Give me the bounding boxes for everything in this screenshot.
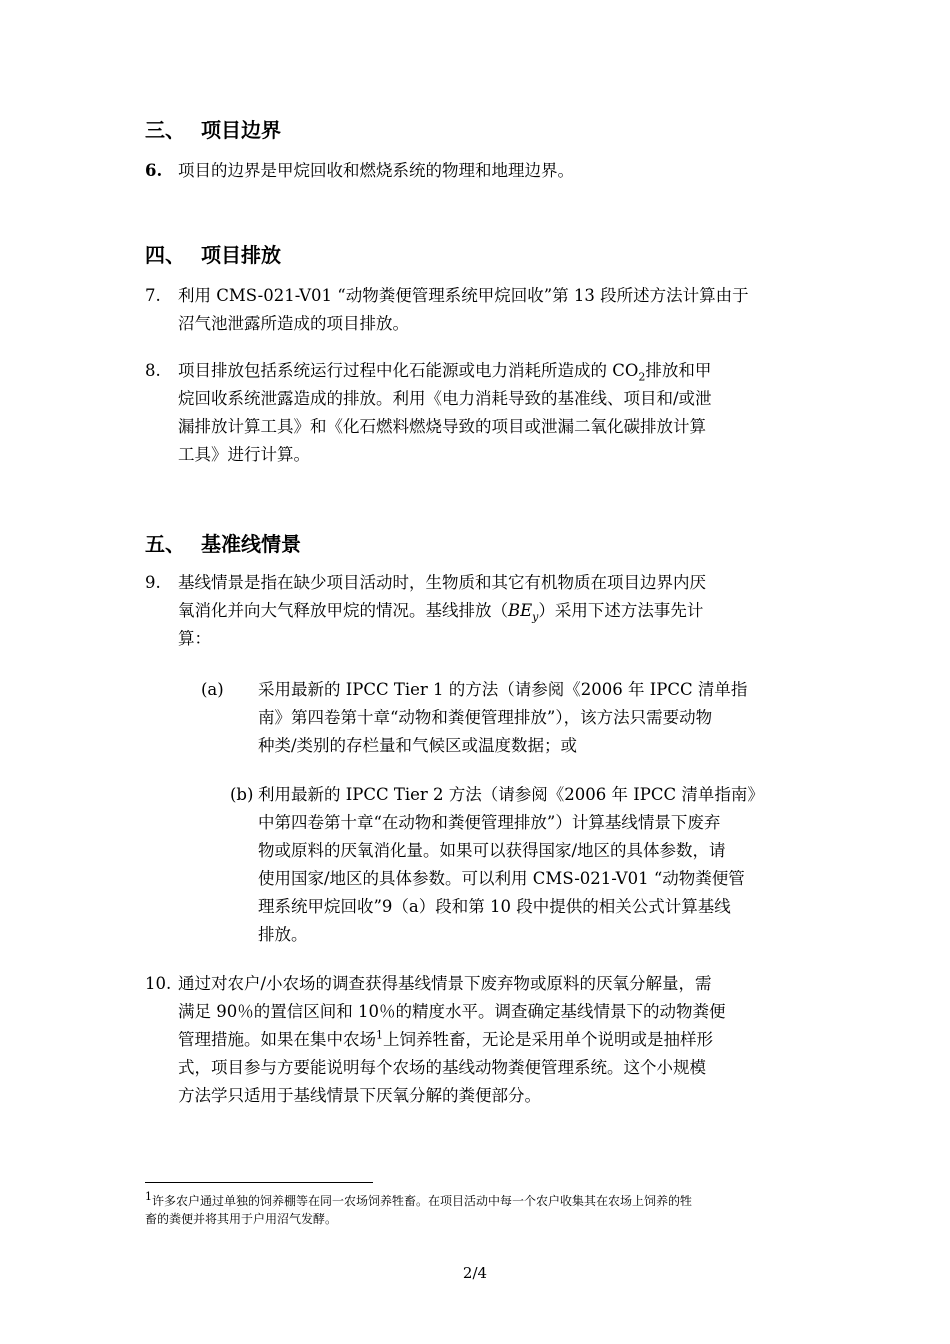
page-number: 2/4	[462, 1264, 488, 1282]
section-number: 四、	[145, 243, 185, 267]
sub-item-text	[258, 781, 806, 949]
text-line: 氧消化并向大气释放甲烷的情况。基线排放（	[178, 601, 508, 620]
text-line: 沼气池泄露所造成的项目排放。	[178, 314, 409, 333]
text-line: 管理措施。如果在集中农场	[178, 1030, 376, 1049]
text-line: 式，项目参与方要能说明每个农场的基线动物粪便管理系统。这个小规模	[178, 1058, 706, 1077]
text-line: 排放和甲	[645, 361, 712, 380]
text-line: 方法学只适用于基线情景下厌氧分解的粪便部分。	[178, 1086, 541, 1105]
text-line: 满足 90％的置信区间和 10％的精度水平。调查确定基线情景下的动物粪便	[178, 1002, 726, 1021]
section-number: 五、	[145, 532, 185, 556]
sub-item-label: (b)	[230, 785, 254, 804]
footnote-text: 畜的粪便并将其用于户用沼气发酵。	[145, 1212, 338, 1226]
text-line: 使用国家/地区的具体参数。可以利用 CMS-021-V01 “动物粪便管	[258, 869, 745, 888]
section-heading-5	[145, 530, 301, 558]
paragraph-number: 7.	[145, 286, 161, 305]
footnote	[145, 1192, 805, 1228]
text-line: 项目排放包括系统运行过程中化石能源或电力消耗所造成的 CO	[178, 361, 639, 380]
footnote-mark: 1	[145, 1190, 152, 1203]
text-line: ）采用下述方法事先计	[538, 601, 704, 620]
paragraph-number: 10.	[145, 974, 172, 993]
section-title: 项目边界	[201, 118, 281, 142]
paragraph-text	[178, 970, 806, 1110]
text-line: 种类/类别的存栏量和气候区或温度数据；或	[258, 736, 578, 755]
section-heading-3	[145, 116, 281, 144]
paragraph-number: 6.	[145, 161, 163, 180]
text-line: 上饲养牲畜，无论是采用单个说明或是抽样形	[383, 1030, 713, 1049]
section-heading-4	[145, 241, 281, 269]
paragraph-text	[178, 282, 806, 338]
text-line: 算：	[178, 629, 211, 648]
text-line: 工具》进行计算。	[178, 445, 310, 464]
paragraph-text	[178, 569, 806, 653]
footnote-reference[interactable]: 1	[376, 1028, 383, 1042]
footnote-separator	[145, 1182, 373, 1183]
text-line: 通过对农户/小农场的调查获得基线情景下废弃物或原料的厌氧分解量，需	[178, 974, 712, 993]
text-line: 基线情景是指在缺少项目活动时，生物质和其它有机物质在项目边界内厌	[178, 573, 706, 592]
text-line: 漏排放计算工具》和《化石燃料燃烧导致的项目或泄漏二氧化碳排放计算	[178, 417, 706, 436]
text-line: 中第四卷第十章“在动物和粪便管理排放”）计算基线情景下废弃	[258, 813, 721, 832]
text-line: 利用 CMS-021-V01 “动物粪便管理系统甲烷回收”第 13 段所述方法计算由于	[178, 286, 749, 305]
section-title: 项目排放	[201, 243, 281, 267]
text-line: 理系统甲烷回收”9（a）段和第 10 段中提供的相关公式计算基线	[258, 897, 731, 916]
text-line: 烷回收系统泄露造成的排放。利用《电力消耗导致的基准线、项目和/或泄	[178, 389, 712, 408]
text-line: 物或原料的厌氧消化量。如果可以获得国家/地区的具体参数，请	[258, 841, 726, 860]
paragraph-number: 8.	[145, 361, 161, 380]
paragraph-text	[178, 357, 806, 469]
section-title: 基准线情景	[201, 532, 301, 556]
subscript: 2	[638, 370, 646, 384]
paragraph-text: 项目的边界是甲烷回收和燃烧系统的物理和地理边界。	[178, 161, 574, 180]
text-line: 排放。	[258, 925, 308, 944]
section-number: 三、	[145, 118, 185, 142]
text-line: 南》第四卷第十章“动物和粪便管理排放”），该方法只需要动物	[258, 708, 713, 727]
paragraph-number: 9.	[145, 573, 161, 592]
variable-be: BE	[508, 601, 533, 620]
footnote-text: 许多农户通过单独的饲养棚等在同一农场饲养牲畜。在项目活动中每一个农户收集其在农场上饲养的牲	[152, 1194, 693, 1208]
text-line: 利用最新的 IPCC Tier 2 方法（请参阅《2006 年 IPCC 清单指南》	[258, 785, 764, 804]
text-line: 采用最新的 IPCC Tier 1 的方法（请参阅《2006 年 IPCC 清单指	[258, 680, 748, 699]
sub-item-label: (a)	[201, 680, 224, 699]
subscript: y	[532, 610, 539, 624]
sub-item-text	[258, 676, 806, 760]
